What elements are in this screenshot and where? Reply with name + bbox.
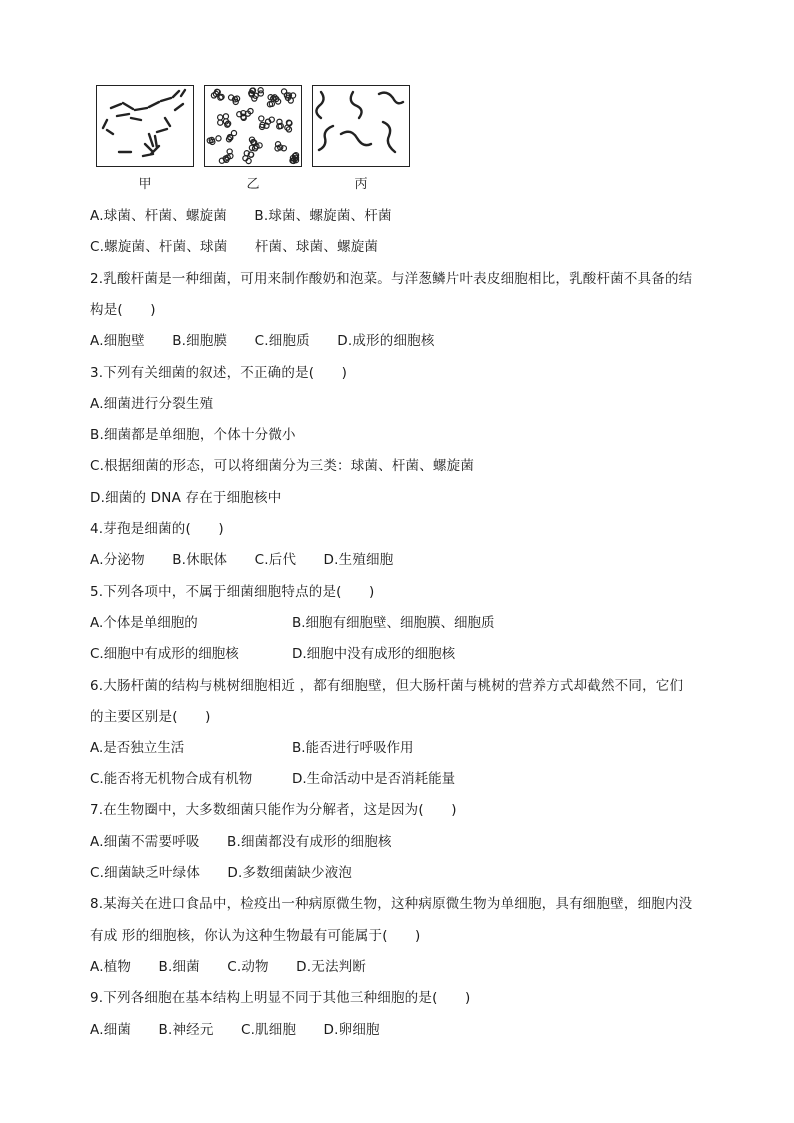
figure-cocci-bacteria <box>204 85 302 167</box>
q7-options-ab: A.细菌不需要呼吸 B.细菌都没有成形的细胞核 <box>90 834 392 850</box>
q3-option-c: C.根据细菌的形态，可以将细菌分为三类：球菌、杆菌、螺旋菌 <box>90 458 475 474</box>
q9-options: A.细菌 B.神经元 C.肌细胞 D.卵细胞 <box>90 1022 380 1038</box>
q1-options-cd: C.螺旋菌、杆菌、球菌 杆菌、球菌、螺旋菌 <box>90 239 379 255</box>
figure-spiral-bacteria <box>312 85 410 167</box>
q3-option-a: A.细菌进行分裂生殖 <box>90 396 214 412</box>
q7-stem: 7.在生物圈中，大多数细菌只能作为分解者，这是因为( ) <box>90 802 457 818</box>
figure-rods-bacteria <box>96 85 194 167</box>
figure-caption-jia: 甲 <box>138 177 152 192</box>
q6-option-b: B.能否进行呼吸作用 <box>292 740 414 756</box>
q7-options-cd: C.细菌缺乏叶绿体 D.多数细菌缺少液泡 <box>90 865 353 881</box>
q1-options-ab: A.球菌、杆菌、螺旋菌 B.球菌、螺旋菌、杆菌 <box>90 208 392 224</box>
coccus-cell <box>218 120 223 125</box>
q8-stem-line2: 有成 形的细胞核，你认为这种生物最有可能属于( ) <box>90 928 421 944</box>
q3-option-d: D.细菌的 DNA 存在于细胞核中 <box>90 490 282 506</box>
q4-stem: 4.芽孢是细菌的( ) <box>90 521 224 537</box>
q5-option-c: C.细胞中有成形的细胞核 <box>90 646 239 662</box>
q4-options: A.分泌物 B.休眠体 C.后代 D.生殖细胞 <box>90 552 394 568</box>
q6-option-c: C.能否将无机物合成有机物 <box>90 771 253 787</box>
q5-option-a: A.个体是单细胞的 <box>90 615 198 631</box>
coccus-cell <box>258 91 263 96</box>
q5-option-b: B.细胞有细胞壁、细胞膜、细胞质 <box>292 615 495 631</box>
coccus-cell <box>223 114 228 119</box>
q6-stem-line1: 6.大肠杆菌的结构与桃树细胞相近 ，都有细胞壁，但大肠杆菌与桃树的营养方式却截然不同，它们 <box>90 678 684 694</box>
q5-option-d: D.细胞中没有成形的细胞核 <box>292 646 456 662</box>
q6-option-a: A.是否独立生活 <box>90 740 185 756</box>
q3-stem: 3.下列有关细菌的叙述，不正确的是( ) <box>90 365 348 381</box>
figure-caption-yi: 乙 <box>246 177 260 192</box>
figure-caption-bing: 丙 <box>354 177 368 192</box>
q6-option-d: D.生命活动中是否消耗能量 <box>292 771 456 787</box>
q3-option-b: B.细菌都是单细胞，个体十分微小 <box>90 427 296 443</box>
coccus-cell <box>231 130 236 135</box>
q8-stem-line1: 8.某海关在进口食品中，检疫出一种病原微生物，这种病原微生物为单细胞，具有细胞壁，细胞内没 <box>90 896 693 912</box>
q6-stem-line2: 的主要区别是( ) <box>90 709 211 725</box>
q8-options: A.植物 B.细菌 C.动物 D.无法判断 <box>90 959 367 975</box>
q2-stem-line1: 2.乳酸杆菌是一种细菌，可用来制作酸奶和泡菜。与洋葱鳞片叶表皮细胞相比，乳酸杆菌不具备的结 <box>90 271 693 287</box>
q2-options: A.细胞壁 B.细胞膜 C.细胞质 D.成形的细胞核 <box>90 333 435 349</box>
coccus-cell <box>216 136 221 141</box>
q2-stem-line2: 构是( ) <box>90 302 156 318</box>
q5-stem: 5.下列各项中，不属于细菌细胞特点的是( ) <box>90 584 375 600</box>
q9-stem: 9.下列各细胞在基本结构上明显不同于其他三种细胞的是( ) <box>90 990 471 1006</box>
coccus-cell <box>257 143 262 148</box>
coccus-cell <box>259 116 264 121</box>
coccus-cell <box>218 115 223 120</box>
